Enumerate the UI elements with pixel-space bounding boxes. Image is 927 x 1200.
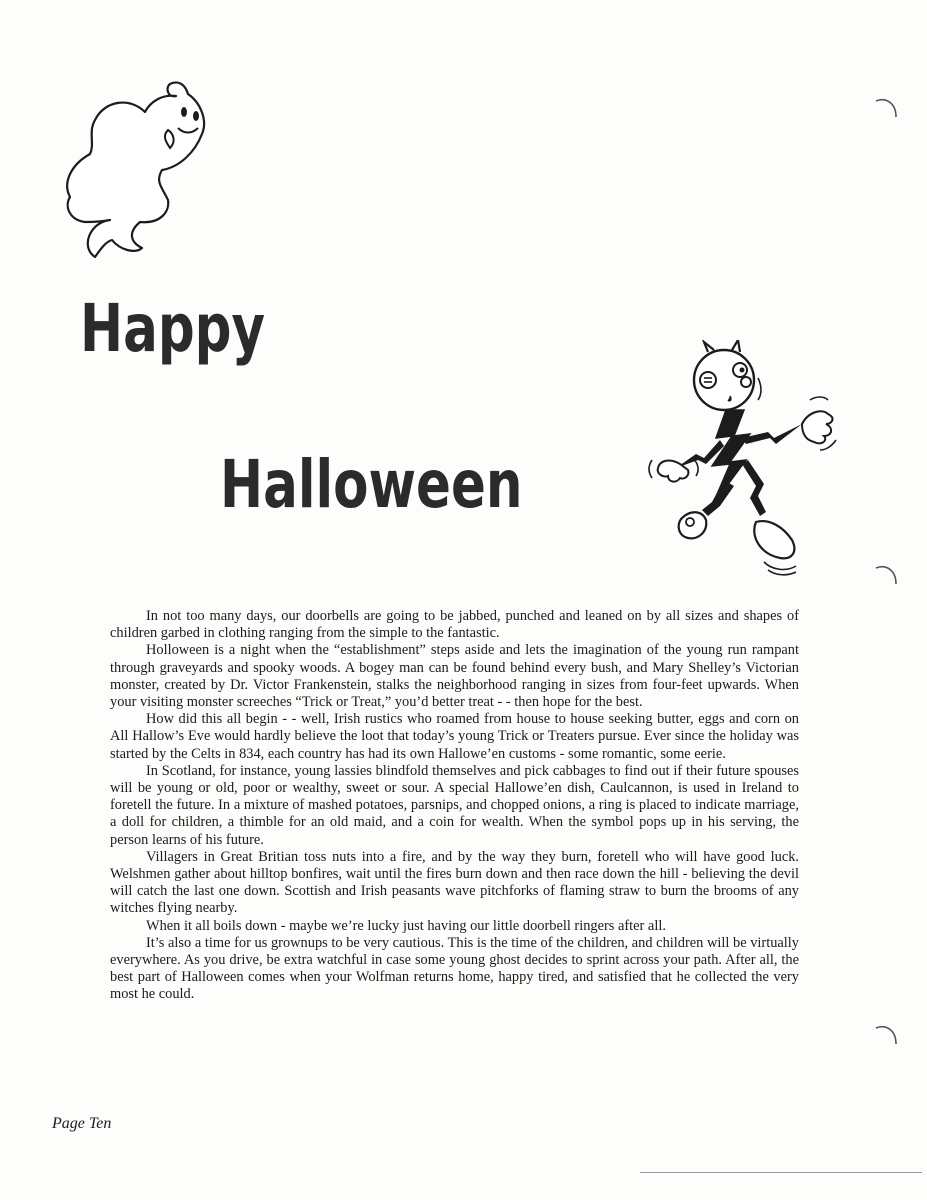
article-paragraph: Villagers in Great Britian toss nuts into a fire, and by the way they burn, foretell who will have good luck. Welshmen gather about hilltop bonfires, wait until the fires burn down and then race down the hill - believing the devil will catch the last one down. Scottish and Irish peasants wave pitchforks of flaming straw to burn the brooms of any witches flying nearby.: [110, 848, 799, 917]
title-halloween: Halloween: [220, 446, 523, 523]
article-paragraph: When it all boils down - maybe we’re lucky just having our little doorbell ringers after all.: [146, 917, 666, 934]
article-paragraph: It’s also a time for us grownups to be very cautious. This is the time of the children, and children will be virtually everywhere. As you drive, be extra watchful in case some young ghost decides to sprint across your path. After all, the best part of Halloween comes when your Wolfman returns home, happy tired, and satisfied that he collected the very most he could.: [110, 934, 799, 1003]
lightning-bolt-mascot-illustration: [646, 340, 846, 580]
punch-hole-mark: [872, 1022, 902, 1052]
page-number: Page Ten: [52, 1115, 112, 1132]
article-body: [110, 608, 799, 1004]
ghost-illustration: [50, 72, 250, 262]
title-happy: Happy: [80, 290, 266, 367]
article-paragraph: In not too many days, our doorbells are going to be jabbed, punched and leaned on by all sizes and shapes of children garbed in clothing ranging from the simple to the fantastic.: [110, 608, 799, 642]
article-paragraph: In Scotland, for instance, young lassies blindfold themselves and pick cabbages to find out if their future spouses will be young or old, poor or wealthy, sweet or sour. A special Hallowe’en dish, Caulcannon, is used in Ireland to foretell the future. In a mixture of mashed potatoes, parsnips, and chopped onions, a ring is placed to indicate marriage, a doll for children, a thimble for an old maid, and a coin for wealth. When the symbol pops up in his serving, the person learns of his future.: [110, 762, 799, 848]
bottom-divider: [640, 1172, 922, 1173]
article-paragraph: How did this all begin - - well, Irish rustics who roamed from house to house seeking butter, eggs and corn on All Hallow’s Eve would hardly believe the loot that today’s young Trick or Treaters pursue. Ever since the holiday was started by the Celts in 834, each country has had its own Hallowe’en customs - some romantic, some eerie.: [110, 711, 799, 762]
article-paragraph: Holloween is a night when the “establishment” steps aside and lets the imagination of the young run rampant through graveyards and spooky woods. A bogey man can be found behind every bush, and Mary Shelley’s Victorian monster, created by Dr. Victor Frankenstein, stalks the neighborhood ranging in sizes from four-feet upwards. When your visiting monster screeches “Trick or Treat,” you’d better treat - - then hope for the best.: [110, 642, 799, 711]
punch-hole-mark: [872, 95, 902, 125]
punch-hole-mark: [872, 562, 902, 592]
